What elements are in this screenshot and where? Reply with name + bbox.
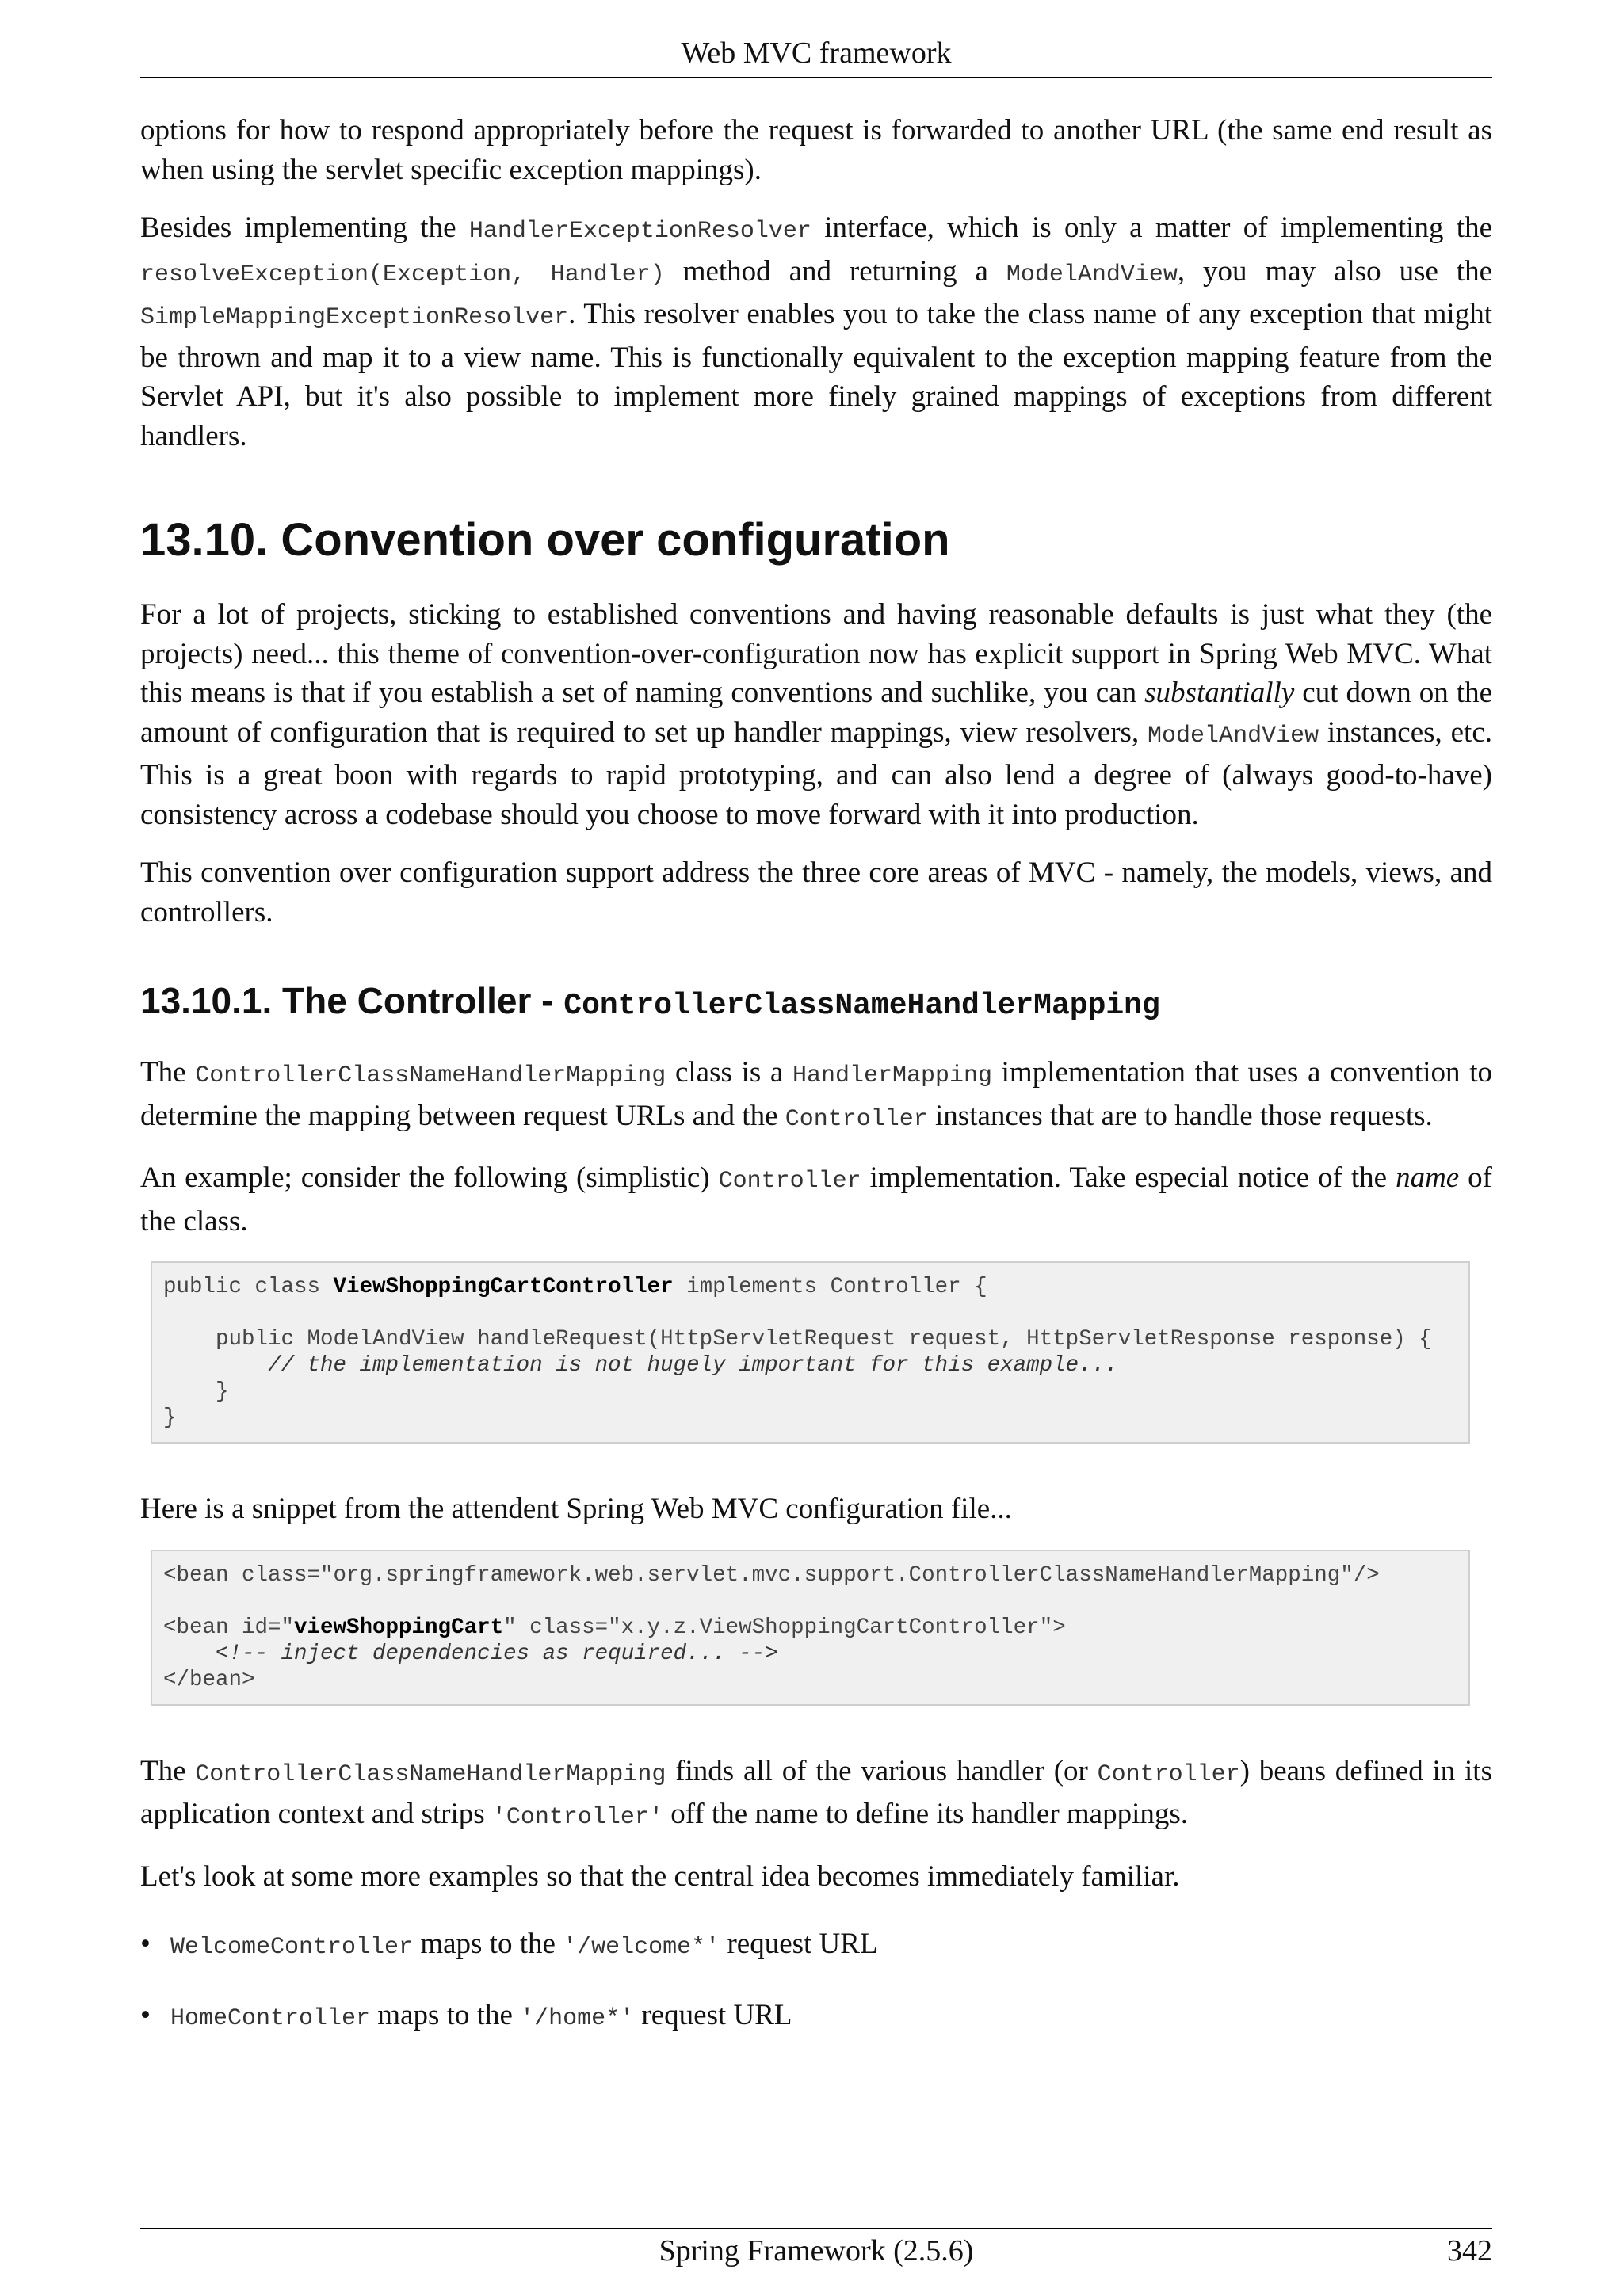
inline-code: Controller (718, 1168, 861, 1195)
text-run: Besides implementing the (140, 212, 469, 244)
text-run: An example; consider the following (simplistic) (140, 1161, 719, 1194)
code-text: " class="x.y.z.ViewShoppingCartController"> (503, 1615, 1066, 1640)
text-run: of the class. (140, 1161, 1493, 1238)
text-run: finds all of the various handler (or (666, 1754, 1098, 1787)
list-item (140, 1996, 1492, 2039)
section-paragraph-1 (140, 595, 1492, 834)
footer-title: Spring Framework (2.5.6) (659, 2234, 974, 2267)
inline-code: ModelAndView (1006, 261, 1178, 288)
subsection-paragraph-1 (140, 1053, 1492, 1139)
inline-code: HomeController (170, 2005, 371, 2032)
code-text: } (163, 1379, 229, 1404)
section-paragraph-2: This convention over configuration support address the three core areas of MVC - namely, the models, views, and controllers. (140, 856, 1492, 929)
code-block-controller (151, 1261, 1470, 1444)
text-run: interface, which is only a matter of implementing the (811, 212, 1493, 244)
inline-code: 'Controller' (491, 1804, 663, 1831)
text-run: implementation. Take especial notice of the (861, 1161, 1396, 1194)
emphasis: substantially (1144, 677, 1295, 709)
page-number: 342 (1447, 2234, 1492, 2267)
heading-code: ControllerClassNameHandlerMapping (563, 989, 1160, 1023)
text-run: The (140, 1754, 196, 1787)
inline-code: HandlerMapping (792, 1062, 992, 1089)
example-list (140, 1924, 1492, 2039)
inline-code: resolveException(Exception, Handler) (140, 261, 665, 288)
code-bold: viewShoppingCart (294, 1615, 504, 1640)
text-run: ) beans defined in its application context and strips (140, 1754, 1492, 1830)
inline-code: ModelAndView (1148, 722, 1319, 749)
text-run: class is a (666, 1056, 792, 1089)
text-run: instances, etc. This is a great boon with regards to rapid prototyping, and can also lend a degree of (always good-to-have) consistency across a codebase should you choose to move forward with it into production. (140, 715, 1493, 831)
section-heading: 13.10. Convention over configuration (140, 514, 950, 566)
code-text: <bean id=" (163, 1615, 295, 1640)
inline-code: Controller (785, 1105, 928, 1133)
inline-code: SimpleMappingExceptionResolver (140, 304, 569, 331)
subsection-paragraph-5: Let's look at some more examples so that the central idea becomes immediately familiar. (140, 1859, 1180, 1893)
subsection-heading (140, 978, 1492, 1029)
header-rule (140, 77, 1492, 78)
inline-code: Controller (1097, 1760, 1240, 1788)
code-block-config (151, 1550, 1470, 1706)
page-body (140, 111, 1492, 2039)
inline-code: ControllerClassNameHandlerMapping (195, 1760, 666, 1788)
code-comment: // the implementation is not hugely important for this example... (163, 1353, 1118, 1378)
inline-code: '/welcome*' (563, 1934, 720, 1961)
text-run: maps to the (413, 1928, 563, 1960)
code-text: } (163, 1405, 177, 1430)
inline-code: HandlerExceptionResolver (468, 218, 812, 245)
text-run: . This resolver enables you to take the class name of any exception that might be thrown and map it to a view name. This is functionally equivalent to the exception mapping feature from the Servlet API, but it's also possible to implement more finely grained mappings of exceptions from different handlers. (140, 298, 1492, 452)
heading-text: 13.10.1. The Controller - (140, 980, 564, 1021)
text-run: cut down on the amount of configuration that is required to set up handler mappings, view resolvers, (140, 677, 1493, 749)
intro-paragraph-1: options for how to respond appropriately before the request is forwarded to another URL (the same end result as when using the servlet specific exception mappings). (140, 114, 1492, 186)
text-run: The (140, 1056, 196, 1089)
bullet-icon: • (140, 1999, 151, 2031)
code-text: public ModelAndView handleRequest(HttpServletRequest request, HttpServletResponse response) { (163, 1327, 1432, 1352)
subsection-paragraph-3: Here is a snippet from the attendent Spring Web MVC configuration file... (140, 1493, 1012, 1525)
text-run: request URL (720, 1928, 878, 1960)
code-text: implements Controller { (673, 1275, 987, 1299)
inline-code: ControllerClassNameHandlerMapping (195, 1062, 666, 1089)
footer-rule (140, 2228, 1492, 2229)
emphasis: name (1396, 1161, 1460, 1194)
list-item (140, 1924, 1492, 1967)
running-header: Web MVC framework (681, 36, 952, 70)
inline-code: WelcomeController (170, 1934, 414, 1961)
text-run: For a lot of projects, sticking to established conventions and having reasonable defaults is just what they (the projects) need... this theme of convention-over-configuration now has explicit support in Spring Web MVC. What this means is that if you establish a set of naming conventions and suchlike, you can (140, 598, 1492, 709)
inline-code: '/home*' (520, 2005, 635, 2032)
text-run: instances that are to handle those requests. (927, 1099, 1433, 1132)
text-run: maps to the (370, 1999, 521, 2031)
code-text: public class (163, 1275, 334, 1299)
text-run: off the name to define its handler mappings. (663, 1798, 1189, 1830)
text-run: method and returning a (664, 254, 1006, 288)
code-text: <bean class="org.springframework.web.servlet.mvc.support.ControllerClassNameHandlerMapping"/> (163, 1562, 1380, 1588)
code-bold: ViewShoppingCartController (333, 1275, 674, 1299)
code-comment: <!-- inject dependencies as required... --> (163, 1641, 778, 1666)
subsection-paragraph-4 (140, 1752, 1492, 1838)
bullet-icon: • (140, 1928, 151, 1960)
text-run: request URL (634, 1999, 792, 2031)
subsection-paragraph-2 (140, 1158, 1492, 1241)
text-run: implementation that uses a convention to determine the mapping between request URLs and the (140, 1056, 1492, 1132)
intro-paragraph-2 (140, 208, 1492, 456)
text-run: , you may also use the (1177, 254, 1493, 288)
code-text: </bean> (163, 1667, 255, 1692)
